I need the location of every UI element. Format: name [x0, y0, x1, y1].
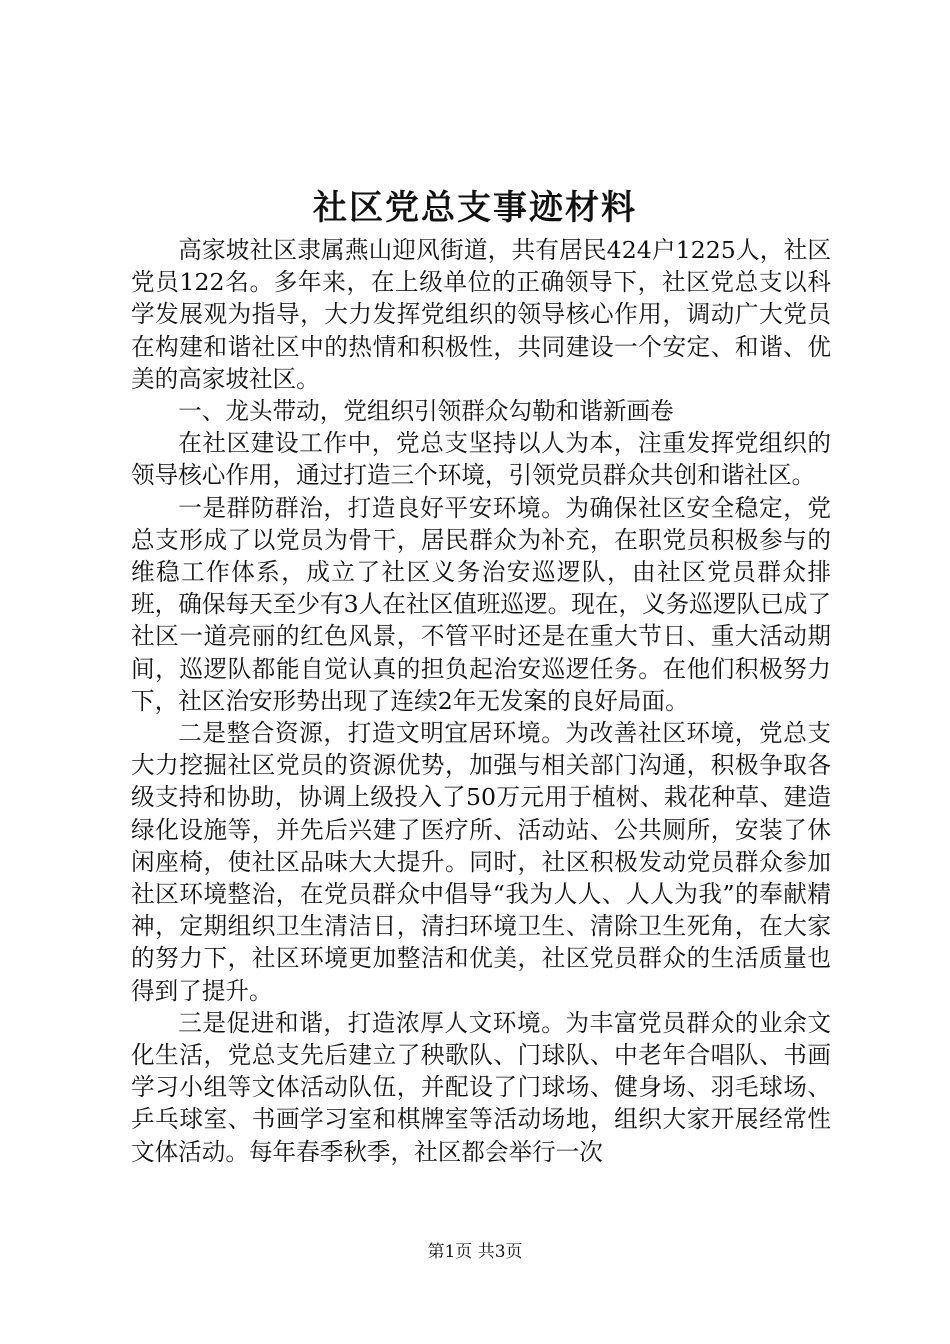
paragraph-intro: 高家坡社区隶属燕山迎风街道，共有居民424户1225人，社区党员122名。多年来，在上级单位的正确领导下，社区党总支以科学发展观为指导，大力发挥党组织的领导核心作用，调动广大党员在构建和谐社区中的热情和积极性，共同建设一个安定、和谐、优美的高家坡社区。 — [131, 236, 831, 393]
document-title: 社区党总支事迹材料 — [313, 188, 637, 228]
paragraph-section-1-intro: 在社区建设工作中，党总支坚持以人为本，注重发挥党组织的领导核心作用，通过打造三个环境，引领党员群众共创和谐社区。 — [131, 429, 831, 490]
paragraph-safety-environment: 一是群防群治，打造良好平安环境。为确保社区安全稳定，党总支形成了以党员为骨干，居民群众为补充，在职党员积极参与的维稳工作体系，成立了社区义务治安巡逻队，由社区党员群众排班，确保每天至少有3人在社区值班巡逻。现在，义务巡逻队已成了社区一道亮丽的红色风景，不管平时还是在重大节日、重大活动期间，巡逻队都能自觉认真的担负起治安巡逻任务。在他们积极努力下，社区治安形势出现了连续2年无发案的良好局面。 — [131, 493, 831, 715]
section-heading-1: 一、龙头带动，党组织引领群众勾勒和谐新画卷 — [178, 397, 674, 426]
paragraph-livable-environment: 二是整合资源，打造文明宜居环境。为改善社区环境，党总支大力挖掘社区党员的资源优势，加强与相关部门沟通，积极争取各级支持和协助，协调上级投入了50万元用于植树、栽花种草、建造绿化设施等，并先后兴建了医疗所、活动站、公共厕所，安装了休闲座椅，使社区品味大大提升。同时，社区积极发动党员群众参加社区环境整治，在党员群众中倡导“我为人人、人人为我”的奉献精神，定期组织卫生清洁日，清扫环境卫生、清除卫生死角，在大家的努力下，社区环境更加整洁和优美，社区党员群众的生活质量也得到了提升。 — [131, 719, 831, 1005]
document-body — [131, 234, 831, 1168]
paragraph-cultural-environment: 三是促进和谐，打造浓厚人文环境。为丰富党员群众的业余文化生活，党总支先后建立了秧歌队、门球队、中老年合唱队、书画学习小组等文体活动队伍，并配设了门球场、健身场、羽毛球场、乒乓球室、书画学习室和棋牌室等活动场地，组织大家开展经常性文体活动。每年春季秋季，社区都会举行一次 — [131, 1008, 831, 1166]
page-number-footer: 第1页 共3页 — [427, 1242, 523, 1262]
